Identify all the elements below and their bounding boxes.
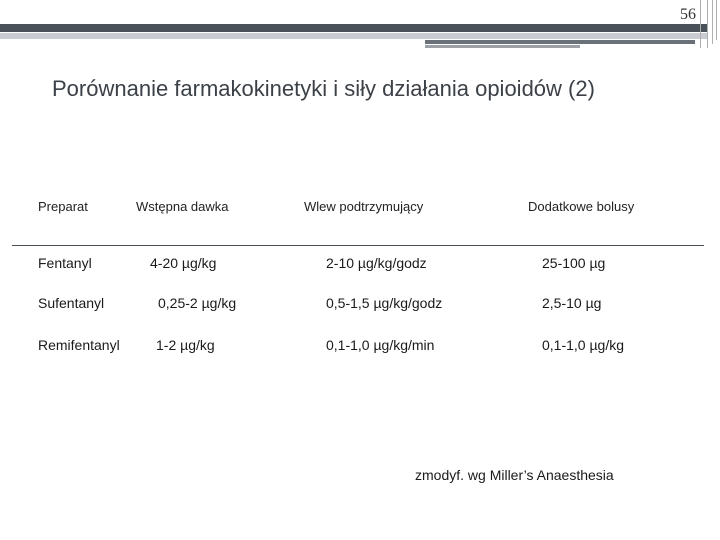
table-cell-infusion: 0,5-1,5 µg/kg/godz — [326, 295, 443, 311]
table-cell-bolus: 25-100 µg — [542, 255, 606, 271]
table-cell-bolus: 0,1-1,0 µg/kg — [542, 337, 625, 353]
table-cell-initial-dose: 0,25-2 µg/kg — [158, 295, 237, 311]
table-cell-drug: Remifentanyl — [38, 337, 120, 353]
slide-title: Porównanie farmakokinetyki i siły działania opioidów (2) — [52, 76, 595, 101]
corner-line — [712, 0, 713, 44]
header-band-dark — [0, 24, 707, 32]
table-cell-bolus: 2,5-10 µg — [542, 295, 602, 311]
table-cell-infusion: 2-10 µg/kg/godz — [326, 255, 427, 271]
table-header-infusion: Wlew podtrzymujący — [304, 199, 424, 214]
table-cell-drug: Sufentanyl — [38, 295, 105, 311]
corner-line — [700, 0, 701, 48]
table-cell-initial-dose: 4-20 µg/kg — [150, 255, 217, 271]
table-header-preparat: Preparat — [38, 199, 88, 214]
corner-line — [707, 0, 708, 48]
header-band-accent-secondary — [425, 45, 580, 48]
header-band-accent — [425, 40, 695, 44]
table-cell-infusion: 0,1-1,0 µg/kg/min — [326, 337, 435, 353]
source-citation: zmodyf. wg Miller’s Anaesthesia — [415, 467, 614, 483]
table-cell-initial-dose: 1-2 µg/kg — [156, 337, 215, 353]
table-cell-drug: Fentanyl — [38, 255, 92, 271]
table-header-initial-dose: Wstępna dawka — [136, 199, 229, 214]
table-header-divider — [12, 245, 704, 246]
slide-number: 56 — [680, 6, 696, 23]
table-header-boluses: Dodatkowe bolusy — [528, 199, 635, 214]
corner-line — [716, 0, 717, 40]
header-band-light — [0, 33, 707, 39]
